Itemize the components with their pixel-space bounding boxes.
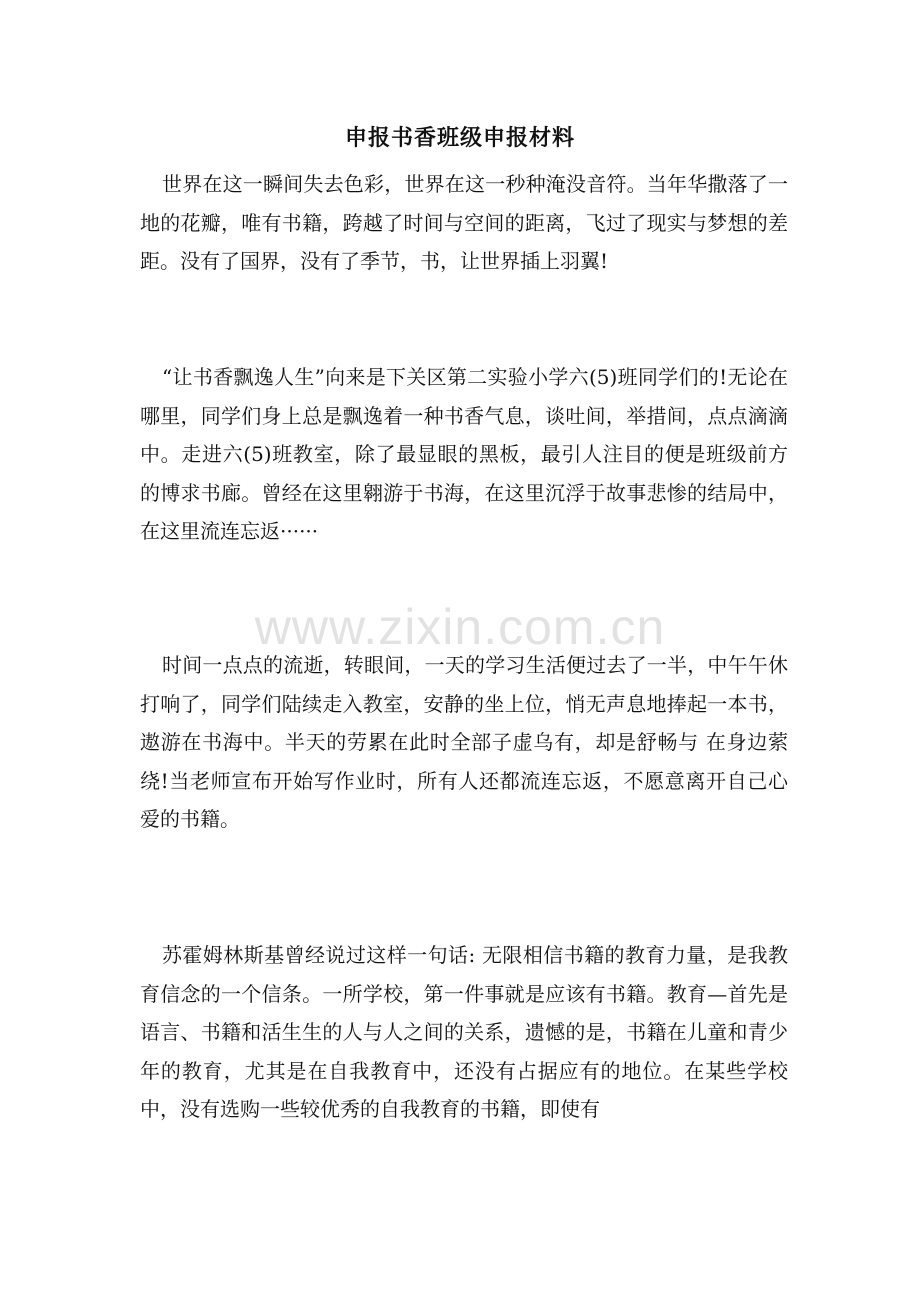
watermark: www.zixin.com.cn: [254, 599, 666, 655]
paragraph-4: 苏霍姆林斯基曾经说过这样一句话: 无限相信书籍的教育力量，是我教育信念的一个信条。一所学校，第一件事就是应该有书籍。教育—首先是语言、书籍和活生生的人与人之间的关系，遗憾的是，书籍在儿童和青少年的教育，尤其是在自我教育中，还没有占据应有的地位。在某些学校中，没有选购一些较优秀的自我教育的书籍，即使有: [140, 943, 788, 1121]
paragraph-3: 时间一点点的流逝，转眼间，一天的学习生活便过去了一半，中午午休 打响了，同学们陆续走入教室，安静的坐上位，悄无声息地捧起一本书，遨游在书海中。半天的劳累在此时全部子虚乌有，却是舒畅与 在身边萦绕!当老师宣布开始写作业时，所有人还都流连忘返，不愿意离开自己心爱的书籍。: [140, 653, 788, 831]
paragraph-2: “让书香飘逸人生”向来是下关区第二实验小学六(5)班同学们的!无论在哪里，同学们身上总是飘逸着一种书香气息，谈吐间，举措间，点点滴滴中。走进六(5)班教室，除了最显眼的黑板，最引人注目的便是班级前方的博求书廊。曾经在这里翱游于书海，在这里沉浮于故事悲惨的结局中，在这里流连忘返······: [140, 365, 788, 543]
document-title: 申报书香班级申报材料: [344, 125, 575, 151]
paragraph-1: 世界在这一瞬间失去色彩，世界在这一秒种淹没音符。当年华撒落了一地的花瓣，唯有书籍，跨越了时间与空间的距离，飞过了现实与梦想的差距。没有了国界，没有了季节，书，让世界插上羽翼!: [140, 172, 788, 273]
